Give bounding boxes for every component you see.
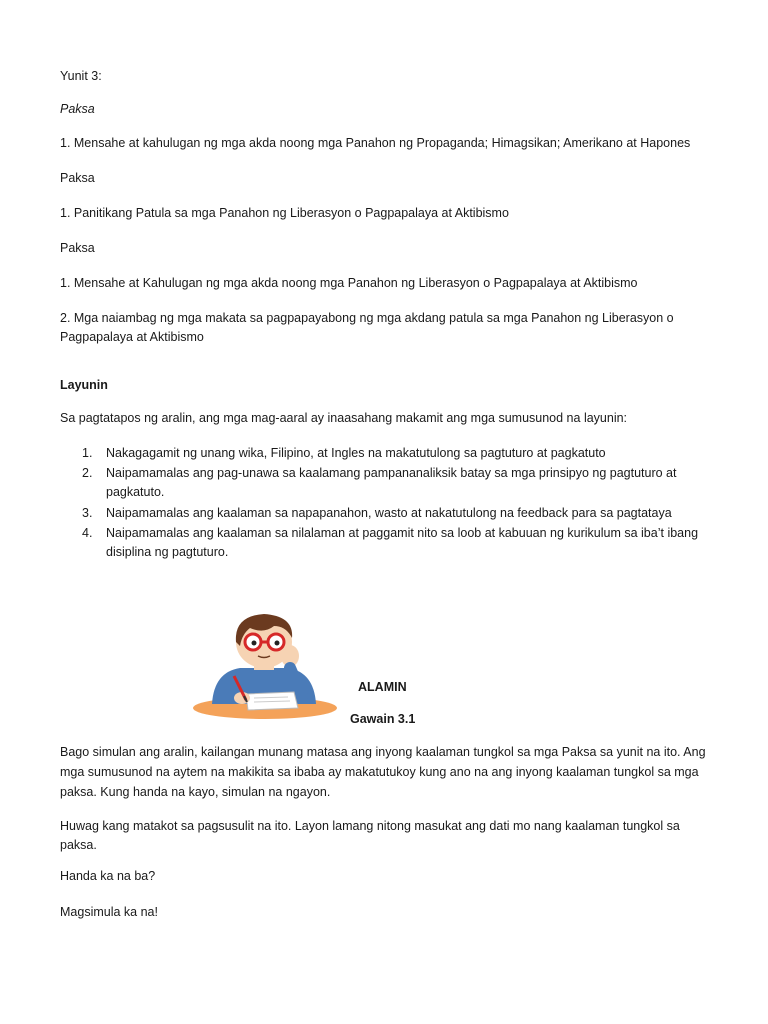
student-thinking-icon — [190, 612, 340, 722]
layunin-intro: Sa pagtatapos ng aralin, ang mga mag-aaral ay inaasahang makamit ang mga sumusunod na layunin: — [60, 411, 628, 425]
magsimula-line: Magsimula ka na! — [60, 905, 158, 919]
gawain-heading: Gawain 3.1 — [350, 712, 416, 726]
alamin-heading: ALAMIN — [358, 680, 407, 694]
handa-line: Handa ka na ba? — [60, 869, 156, 883]
layunin-heading: Layunin — [60, 378, 108, 392]
paksa-1-item-1: 1. Mensahe at kahulugan ng mga akda noong mga Panahon ng Propaganda; Himagsikan; Amerikano at Hapones — [60, 136, 691, 150]
paksa-heading-1: Paksa — [60, 102, 95, 116]
paksa-2-item-1: 1. Panitikang Patula sa mga Panahon ng Liberasyon o Pagpapalaya at Aktibismo — [60, 206, 509, 220]
intro-paragraph: Bago simulan ang aralin, kailangan munang matasa ang inyong kaalaman tungkol sa mga Paksa sa yunit na ito. Ang mga sumusunod na aytem na makikita sa ibaba ay makatutukoy kung ano na ang inyong kaalaman tungkol sa mga paksa. Kung handa na kayo, simulan na ngayon. — [60, 745, 706, 799]
reassurance-paragraph: Huwag kang matakot sa pagsusulit na ito. Layon lamang nitong masukat ang dati mo nang kaalaman tungkol sa paksa. — [60, 819, 680, 852]
paksa-heading-3: Paksa — [60, 241, 95, 255]
paksa-heading-2: Paksa — [60, 171, 95, 185]
paksa-3-item-2: 2. Mga naiambag ng mga makata sa pagpapayabong ng mga akdang patula sa mga Panahon ng Liberasyon o Pagpapalaya at Aktibismo — [60, 311, 674, 344]
paksa-3-item-1: 1. Mensahe at Kahulugan ng mga akda noong mga Panahon ng Liberasyon o Pagpapalaya at Aktibismo — [60, 276, 638, 290]
unit-heading: Yunit 3: — [60, 69, 102, 83]
